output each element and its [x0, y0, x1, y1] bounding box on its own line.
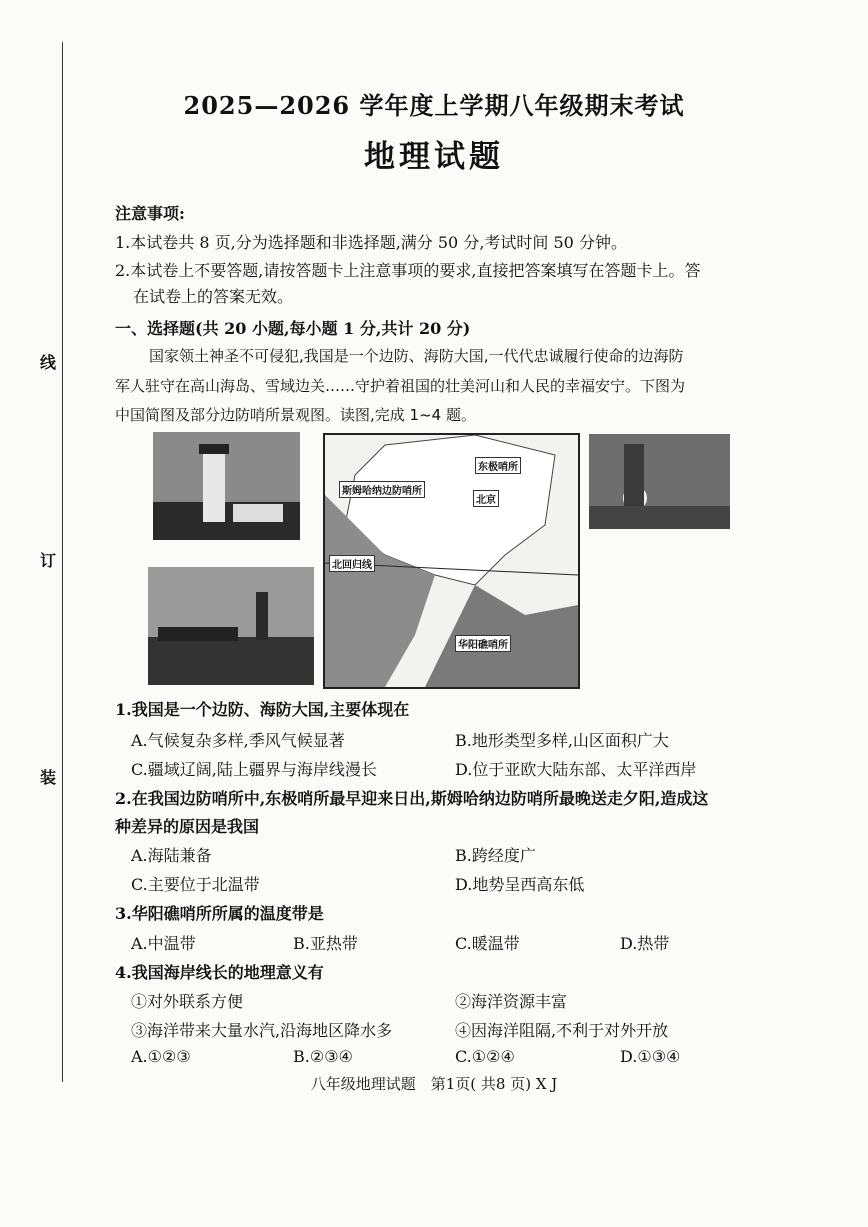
q1-option-c: C.疆域辽阔,陆上疆界与海岸线漫长 — [131, 760, 377, 779]
dongji-sentry-photo — [589, 434, 730, 529]
q1-option-b: B.地形类型多样,山区面积广大 — [455, 731, 669, 750]
section-title: 一、选择题(共 20 小题,每小题 1 分,共计 20 分) — [115, 319, 471, 338]
question-2-stem: 2.在我国边防哨所中,东极哨所最早迎来日出,斯姆哈纳边防哨所最晚送走夕阳,造成这 — [115, 789, 709, 808]
q4-item-2: ②海洋资源丰富 — [455, 992, 568, 1011]
intro-line-3: 中国简图及部分边防哨所景观图。读图,完成 1~4 题。 — [115, 406, 476, 424]
q4-option-c: C.①②④ — [455, 1047, 515, 1066]
huayang-reef-photo — [148, 567, 314, 685]
map-label-simuhana: 斯姆哈纳边防哨所 — [339, 481, 425, 498]
binding-line — [62, 42, 63, 1082]
binding-char-line: 线 — [40, 353, 57, 372]
binding-char-staple: 订 — [40, 551, 57, 570]
notice-item-2-cont: 在试卷上的答案无效。 — [133, 287, 294, 306]
china-map — [323, 433, 580, 689]
notice-item-1: 1.本试卷共 8 页,分为选择题和非选择题,满分 50 分,考试时间 50 分钟。 — [115, 233, 627, 252]
q2-option-b: B.跨经度广 — [455, 846, 536, 865]
q4-option-b: B.②③④ — [293, 1047, 353, 1066]
notice-item-2: 2.本试卷上不要答题,请按答题卡上注意事项的要求,直接把答案填写在答题卡上。答 — [115, 261, 701, 280]
q3-option-c: C.暖温带 — [455, 934, 520, 953]
page-footer: 八年级地理试题 第1页( 共8 页) X J — [310, 1075, 558, 1093]
question-3-stem: 3.华阳礁哨所所属的温度带是 — [115, 904, 324, 923]
q4-item-4: ④因海洋阻隔,不利于对外开放 — [455, 1021, 669, 1040]
exam-year-title: 2025—2026 学年度上学期八年级期末考试 — [183, 91, 685, 120]
q1-option-d: D.位于亚欧大陆东部、太平洋西岸 — [455, 760, 697, 779]
q2-option-a: A.海陆兼备 — [131, 846, 212, 865]
map-label-huayang: 华阳礁哨所 — [455, 635, 511, 652]
exam-subject-title: 地理试题 — [364, 139, 504, 175]
q4-option-d: D.①③④ — [620, 1047, 681, 1066]
q3-option-d: D.热带 — [620, 934, 670, 953]
map-label-dongji: 东极哨所 — [475, 457, 521, 474]
binding-char-bind: 装 — [40, 768, 57, 787]
q2-option-c: C.主要位于北温带 — [131, 875, 260, 894]
q4-item-3: ③海洋带来大量水汽,沿海地区降水多 — [131, 1021, 393, 1040]
question-1-stem: 1.我国是一个边防、海防大国,主要体现在 — [115, 700, 410, 719]
q4-option-a: A.①②③ — [131, 1047, 191, 1066]
intro-line-1: 国家领土神圣不可侵犯,我国是一个边防、海防大国,一代代忠诚履行使命的边海防 — [149, 347, 684, 365]
map-label-tropic: 北回归线 — [329, 555, 375, 572]
lighthouse-sentry-photo — [153, 432, 300, 540]
q4-item-1: ①对外联系方便 — [131, 992, 244, 1011]
q3-option-b: B.亚热带 — [293, 934, 358, 953]
q3-option-a: A.中温带 — [131, 934, 196, 953]
question-4-stem: 4.我国海岸线长的地理意义有 — [115, 963, 324, 982]
map-label-beijing: 北京 — [473, 490, 499, 507]
q2-option-d: D.地势呈西高东低 — [455, 875, 585, 894]
intro-line-2: 军人驻守在高山海岛、雪域边关……守护着祖国的壮美河山和人民的幸福安宁。下图为 — [115, 377, 686, 395]
question-2-stem-cont: 种差异的原因是我国 — [115, 817, 260, 836]
notice-heading: 注意事项: — [115, 204, 185, 223]
q1-option-a: A.气候复杂多样,季风气候显著 — [131, 731, 345, 750]
